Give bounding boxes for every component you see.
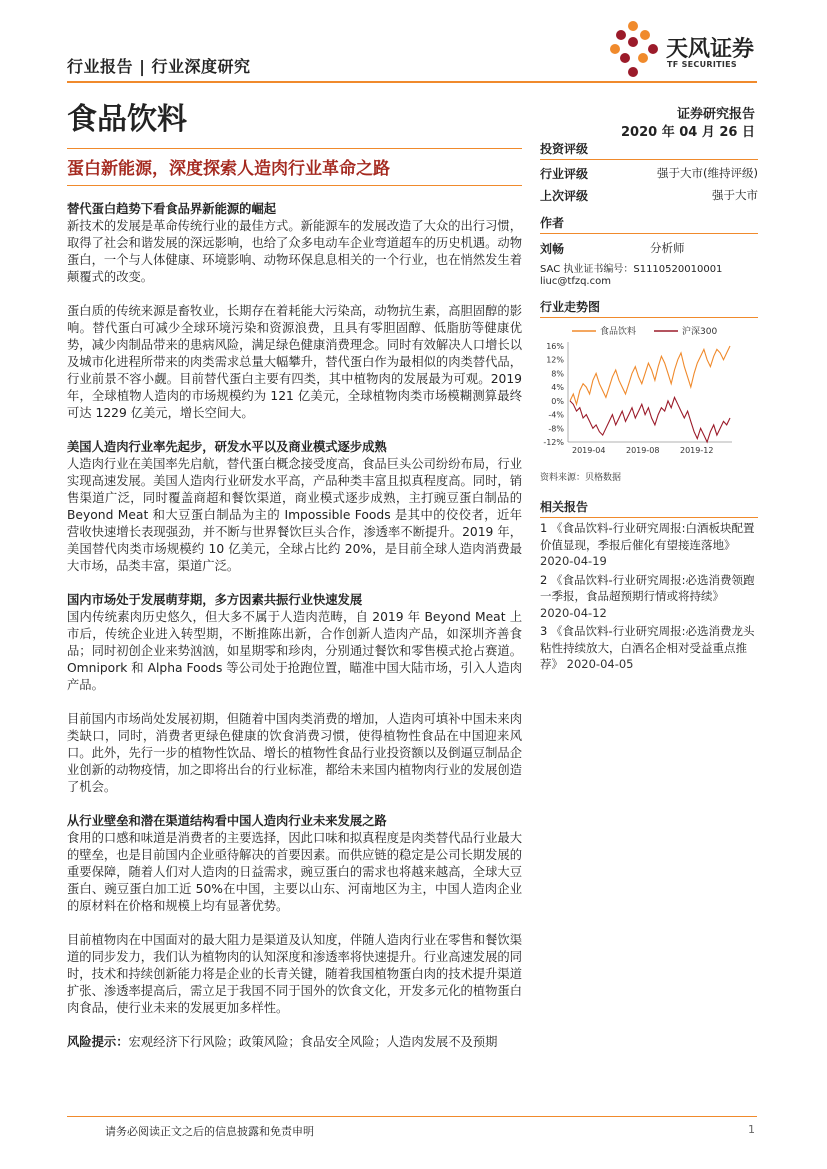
report-label: 证券研究报告 [676,107,755,122]
related-report-item[interactable] [540,520,758,570]
x-tick-label: 2019-08 [626,446,660,455]
related-header: 相关报告 [540,498,758,518]
legend-label: 食品饮料 [600,327,637,337]
industry-rating-value: 强于大市(维持评级) [657,166,758,180]
sector-title: 食品饮料 [67,102,187,137]
series-line [570,397,730,442]
related-report-title[interactable]: 2 《食品饮料-行业研究周报:必选消费领跑一季报，食品超预期行情或将持续》 [540,572,755,603]
page-number: 1 [748,1123,755,1136]
y-tick-label: 12% [546,355,564,365]
related-reports [540,498,758,673]
logo-mark-icon [610,20,662,78]
report-date: 2020 年 04 月 26 日 [621,125,755,140]
y-tick-label: -8% [548,424,564,434]
header-divider [67,81,757,83]
paragraph: 新技术的发展是革命传统行业的最佳方式。新能源车的发展改造了大众的出行习惯，取得了社会和谐发展的深远影响，也给了众多电动车企业弯道超车的历史机遇。动物蛋白，一个与人体健康、环境影响、动物环保息息相关的一个行业，也在悄然发生着颠覆式的改变。 [67,219,522,284]
author-cert: SAC 执业证书编号：S1110520010001 [540,264,723,275]
rating-header: 投资评级 [540,140,758,160]
prev-rating-value: 强于大市 [712,188,758,202]
footer-divider [67,1116,757,1117]
related-report-date: 2020-04-19 [540,554,607,568]
trend-panel [540,298,758,318]
section-title: 国内市场处于发展萌芽期，多方因素共振行业快速发展 [67,593,363,607]
section-title: 美国人造肉行业率先起步，研发水平以及商业模式逐步成熟 [67,440,387,454]
related-report-date: 2020-04-05 [566,657,634,671]
related-report-item[interactable] [540,572,758,622]
risk-label: 风险提示： [67,1035,129,1049]
headline-top-rule [67,148,522,149]
section-title: 从行业壁垒和潜在渠道结构看中国人造肉行业未来发展之路 [67,814,387,828]
y-tick-label: 4% [551,383,564,393]
logo-text-cn: 天风证券 [666,37,755,62]
risk-note [67,1034,522,1051]
rating-panel [540,140,758,204]
related-report-title[interactable]: 1 《食品饮料-行业研究周报:白酒板块配置价值显现，季报后催化有望接连落地》 [540,521,755,552]
risk-text: 宏观经济下行风险；政策风险；食品安全风险；人造肉发展不及预期 [128,1035,498,1049]
author-panel [540,214,758,287]
footer-disclaimer[interactable]: 请务必阅读正文之后的信息披露和免责申明 [105,1125,314,1138]
main-body [67,201,522,1068]
related-report-date: 2020-04-12 [540,605,607,620]
prev-rating-label: 上次评级 [540,189,589,203]
y-tick-label: -4% [548,410,564,420]
y-tick-label: 0% [551,396,564,406]
x-tick-label: 2019-04 [572,446,606,455]
paragraph: 目前国内市场尚处发展初期，但随着中国肉类消费的增加，人造肉可填补中国未来肉类缺口，同时，消费者更绿色健康的饮食消费习惯，使得植物性食品在中国迎来风口。此外，先行一步的植物性饮品、增长的植物性食品行业投资额以及倒逼豆制品企业创新的动物疫情，加之即将出台的行业标准，都给未来国内植物肉行业的发展创造了机会。 [67,712,522,794]
paragraph: 食用的口感和味道是消费者的主要选择，因此口味和拟真程度是肉类替代品行业最大的壁垒，也是目前国内企业亟待解决的首要因素。而供应链的稳定是公司长期发展的重要保障，随着人们对人造肉的日益需求，豌豆蛋白的需求也将越来越高，全球大豆蛋白、豌豆蛋白加工近 50%在中国，主要以山东、河南地区为主，中国人造肉企业的原材料在价格和规模上均有显著优势。 [67,831,522,913]
y-tick-label: 8% [551,369,564,379]
y-tick-label: 16% [546,342,564,351]
logo-text-en: TF SECURITIES [667,60,737,69]
company-logo [610,20,760,80]
trend-chart [540,320,758,460]
author-title: 分析师 [650,241,685,255]
section-title: 替代蛋白趋势下看食品界新能源的崛起 [67,202,277,216]
x-tick-label: 2019-12 [680,446,714,455]
author-name: 刘畅 [540,242,565,256]
trend-header: 行业走势图 [540,298,758,318]
related-report-item[interactable] [540,623,758,673]
series-line [570,346,730,404]
headline-bottom-rule [67,185,522,186]
paragraph: 蛋白质的传统来源是畜牧业，长期存在着耗能大污染高，动物抗生素，高胆固醇的影响。替代蛋白可减少全球环境污染和资源浪费，且具有零胆固醇、低脂肪等健康优势，减少肉制品带来的患病风险，满足绿色健康消费理念。同时有效解决人口增长以及城市化进程所带来的肉类需求总量大幅攀升，替代蛋白作为最相似的肉类替代品，行业前景不容小觑。目前替代蛋白主要有四类，其中植物肉的发展最为可观。2019 年，全球植物人造肉的市场规模约为 121 亿美元，全球植物肉类市场模糊测算最终可达 1229 亿美元，增长空间大。 [67,304,522,420]
author-header: 作者 [540,214,758,234]
paragraph: 目前植物肉在中国面对的最大阻力是渠道及认知度，伴随人造肉行业在零售和餐饮渠道的同步发力，我们认为植物肉的认知深度和渗透率将快速提升。行业高速发展的同时，技术和持续创新能力将是企业的长青关键，随着我国植物蛋白肉的技术提升渠道扩张、渗透率提高后，需立足于我国不同于国外的饮食文化，开发多元化的植物蛋白肉食品，使行业未来的发展更加多样性。 [67,933,522,1015]
paragraph: 人造肉行业在美国率先启航，替代蛋白概念接受度高，食品巨头公司纷纷布局，行业实现高速发展。美国人造肉行业研发水平高，产品种类丰富且拟真程度高。同时，销售渠道广泛，同时覆盖商超和餐饮渠道，商业模式逐步成熟，主打豌豆蛋白制品的 Beyond Meat 和大豆蛋白制品为主的 Impossible Foods 是其中的佼佼者，近年营收快速增长表现强劲，并不断与世界餐饮巨头合作，渗透率不断提升。2019 年，美国替代肉类市场规模约 10 亿美元，全球占比约 20%，是目前全球人造肉消费最大市场，品类丰富，渠道广泛。 [67,457,522,573]
chart-source: 资料来源：贝格数据 [540,473,622,483]
report-type: 行业报告 | 行业深度研究 [67,57,251,76]
legend-label: 沪深300 [682,327,718,337]
related-report-title[interactable]: 3 《食品饮料-行业研究周报:必选消费龙头粘性持续放大，白酒名企相对受益重点推荐》 [540,624,755,671]
headline: 蛋白新能源，深度探索人造肉行业革命之路 [67,159,390,179]
paragraph: 国内传统素肉历史悠久，但大多不属于人造肉范畴，自 2019 年 Beyond Meat 上市后，传统企业进入转型期，不断推陈出新，合作创新人造肉产品，如深圳齐善食品；同时初创企业来势汹汹，如星期零和珍肉，分别通过餐饮和零售模式抢占赛道。Omnipork 和 Alpha Foods 等公司处于抢跑位置，瞄准中国大陆市场，引入人造肉产品。 [67,610,522,692]
author-email: liuc@tfzq.com [540,276,611,287]
industry-rating-label: 行业评级 [540,167,589,181]
y-tick-label: -12% [543,438,564,447]
